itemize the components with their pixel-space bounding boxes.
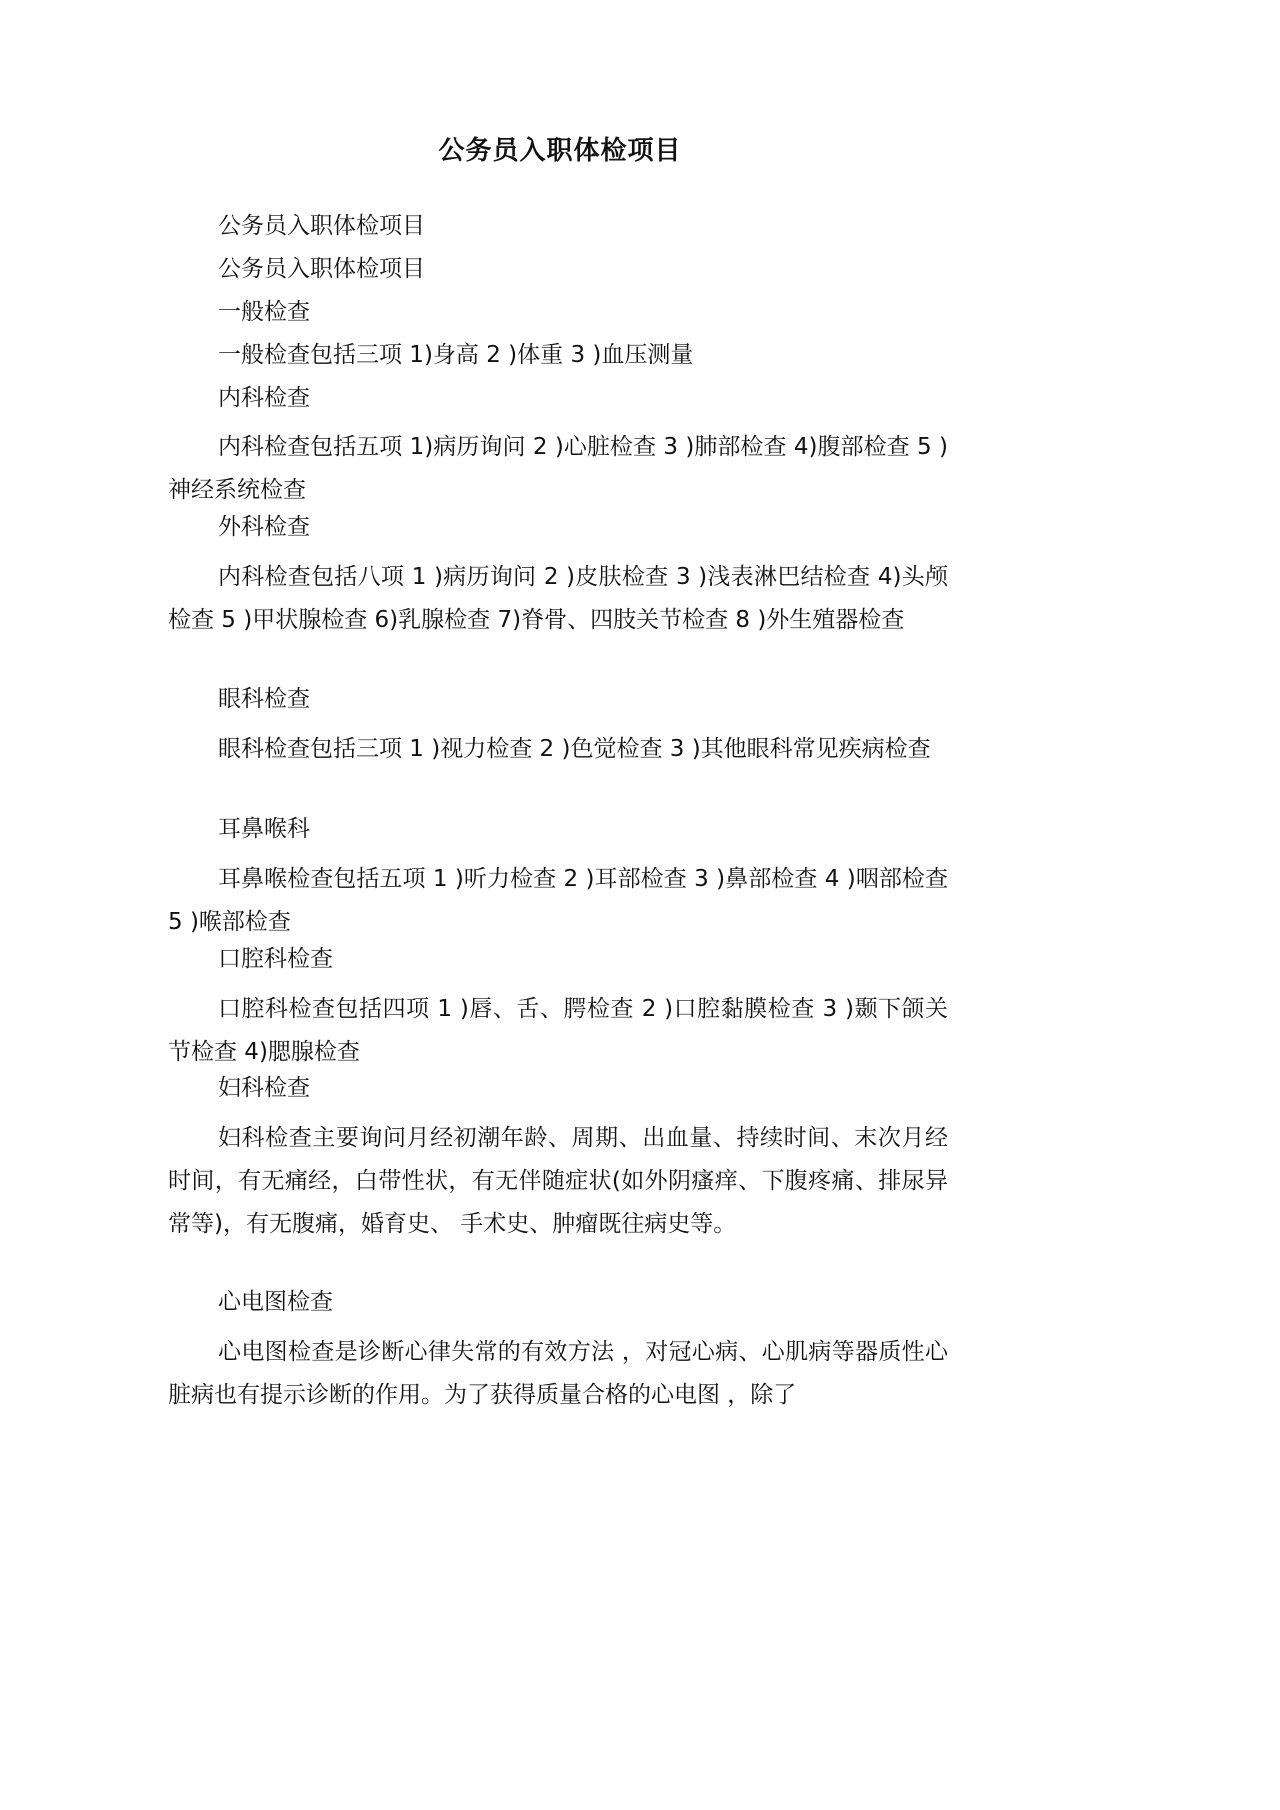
section-body-general: 一般检查包括三项 1)身高 2 )体重 3 )血压测量 <box>218 342 694 368</box>
section-heading-gynecology: 妇科检查 <box>218 1075 310 1101</box>
section-heading-ecg: 心电图检查 <box>218 1289 333 1315</box>
section-body-surgery: 内科检查包括八项 1 )病历询问 2 )皮肤检查 3 )浅表淋巴结检查 4)头颅检查 5 )甲状腺检查 6)乳腺检查 7)脊骨、四肢关节检查 8 )外生殖器检查 <box>168 564 948 633</box>
intro-line-1: 公务员入职体检项目 <box>218 213 425 239</box>
section-body-dental: 口腔科检查包括四项 1 )唇、舌、腭检查 2 )口腔黏膜检查 3 )颞下颌关节检查 4)腮腺检查 <box>168 996 948 1065</box>
intro-line-2: 公务员入职体检项目 <box>218 256 425 282</box>
section-body-ent: 耳鼻喉检查包括五项 1 )听力检查 2 )耳部检查 3 )鼻部检查 4 )咽部检查 5 )喉部检查 <box>168 866 948 935</box>
section-heading-surgery: 外科检查 <box>218 514 310 540</box>
section-heading-ent: 耳鼻喉科 <box>218 816 310 842</box>
section-heading-general: 一般检查 <box>218 299 310 325</box>
section-body-ophthalmology: 眼科检查包括三项 1 )视力检查 2 )色觉检查 3 )其他眼科常见疾病检查 <box>218 736 931 762</box>
section-body-internal: 内科检查包括五项 1)病历询问 2 )心脏检查 3 )肺部检查 4)腹部检查 5 )神经系统检查 <box>168 434 948 503</box>
section-heading-ophthalmology: 眼科检查 <box>218 686 310 712</box>
section-heading-dental: 口腔科检查 <box>218 946 333 972</box>
section-heading-internal: 内科检查 <box>218 385 310 411</box>
section-body-gynecology: 妇科检查主要询问月经初潮年龄、周期、出血量、持续时间、末次月经时间，有无痛经，白带性状，有无伴随症状(如外阴瘙痒、下腹疼痛、排尿异常等)，有无腹痛，婚育史、 手术史、肿瘤既往病史等。 <box>168 1125 948 1237</box>
page-title: 公务员入职体检项目 <box>438 136 682 166</box>
section-body-ecg: 心电图检查是诊断心律失常的有效方法 ，对冠心病、心肌病等器质性心脏病也有提示诊断的作用。为了获得质量合格的心电图 ，除了 <box>168 1339 948 1408</box>
